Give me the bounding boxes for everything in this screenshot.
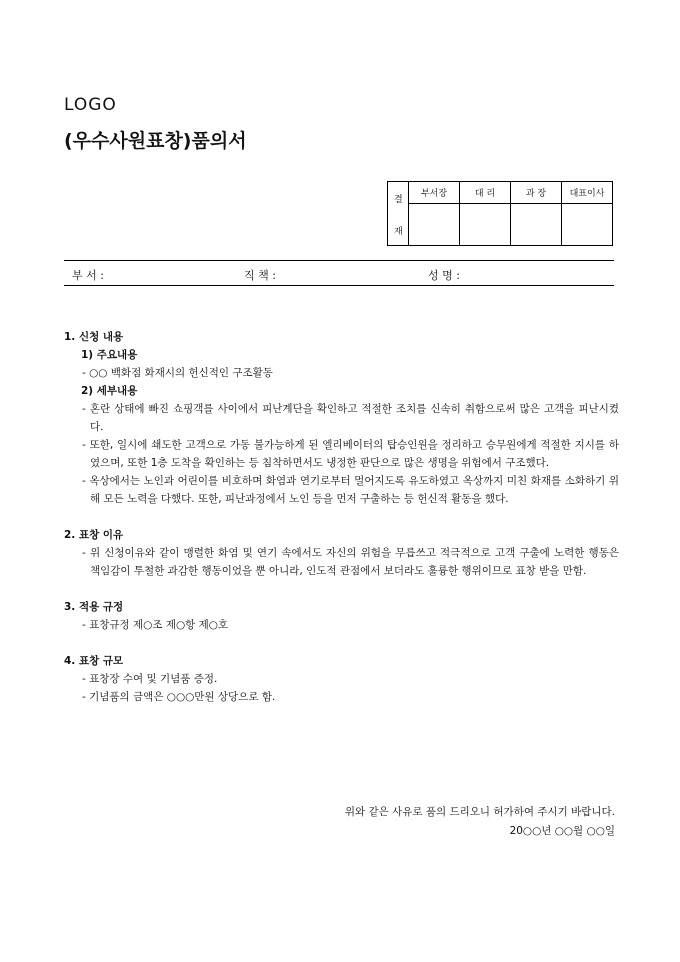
list-item: - 혼란 상태에 빠진 쇼핑객를 사이에서 피난계단을 확인하고 적절한 조치를 신속히 취함으로써 많은 고객을 피난시켰다. bbox=[82, 403, 619, 433]
subsection-title: 1) 주요내용 bbox=[81, 349, 138, 361]
subsection-title: 2) 세부내용 bbox=[81, 385, 138, 397]
closing-statement: 위와 같은 사유로 품의 드리오니 허가하여 주시기 바랍니다. bbox=[344, 806, 615, 818]
list-item: - 기념품의 금액은 ○○○만원 상당으로 함. bbox=[82, 691, 276, 703]
approval-sign-section-chief[interactable] bbox=[511, 204, 562, 246]
section-title: 2. 표창 이유 bbox=[64, 529, 124, 541]
info-bottom-divider bbox=[64, 285, 614, 286]
name-label: 성 명 : bbox=[428, 269, 460, 282]
list-item: - 위 신청이유와 같이 맹렬한 화염 및 연기 속에서도 자신의 위험을 무릅쓰고 적극적으로 고객 구출에 노력한 행동은 책임감이 투철한 과감한 행동이었을 뿐 아니라, 인도적 관점에서 보더라도 훌륭한 행위이므로 표창 받을 만함. bbox=[82, 547, 619, 577]
section-title: 3. 적용 규정 bbox=[64, 601, 124, 613]
info-top-divider bbox=[64, 260, 614, 261]
approval-sign-assistant[interactable] bbox=[460, 204, 511, 246]
page-title: (우수사원표창)품의서 bbox=[64, 130, 247, 152]
approval-side-top-label: 결 bbox=[394, 194, 403, 205]
section-title: 4. 표창 규모 bbox=[64, 655, 124, 667]
list-item: - 또한, 일시에 쇄도한 고객으로 가동 불가능하게 된 엘리베이터의 탑승인원을 정리하고 승무원에게 적절한 지시를 하였으며, 또한 1층 도착을 확인하는 등 침착하면서도 냉정한 판단으로 많은 생명을 위험에서 구조했다. bbox=[82, 439, 619, 469]
department-label: 부 서 : bbox=[72, 269, 104, 282]
approval-header-ceo: 대표이사 bbox=[562, 182, 613, 204]
approval-header-assistant: 대 리 bbox=[460, 182, 511, 204]
list-item: - 표창장 수여 및 기념품 증정. bbox=[82, 673, 218, 685]
approval-table bbox=[387, 181, 613, 246]
section-title: 1. 신청 내용 bbox=[64, 331, 124, 343]
logo: LOGO bbox=[64, 95, 117, 115]
approval-side-label bbox=[388, 194, 409, 246]
closing-date: 20○○년 ○○월 ○○일 bbox=[509, 825, 615, 837]
approval-side-bottom-label: 재 bbox=[394, 226, 403, 237]
list-item: - 옥상에서는 노인과 어린이를 비호하며 화염과 연기로부터 멀어지도록 유도하였고 옥상까지 미친 화재를 소화하기 위해 모든 노력을 다했다. 또한, 피난과정에서 노인 등을 먼저 구출하는 등 헌신적 활동을 했다. bbox=[82, 475, 619, 505]
closing-block bbox=[345, 803, 615, 841]
document-body bbox=[64, 328, 619, 706]
approval-header-section-chief: 과 장 bbox=[511, 182, 562, 204]
approval-sign-ceo[interactable] bbox=[562, 204, 613, 246]
approval-header-manager: 부서장 bbox=[409, 182, 460, 204]
approval-sign-manager[interactable] bbox=[409, 204, 460, 246]
list-item: - 표창규정 제○조 제○항 제○호 bbox=[82, 619, 229, 631]
position-label: 직 책 : bbox=[244, 269, 276, 282]
list-item: - ○○ 백화점 화재시의 헌신적인 구조활동 bbox=[82, 367, 273, 379]
